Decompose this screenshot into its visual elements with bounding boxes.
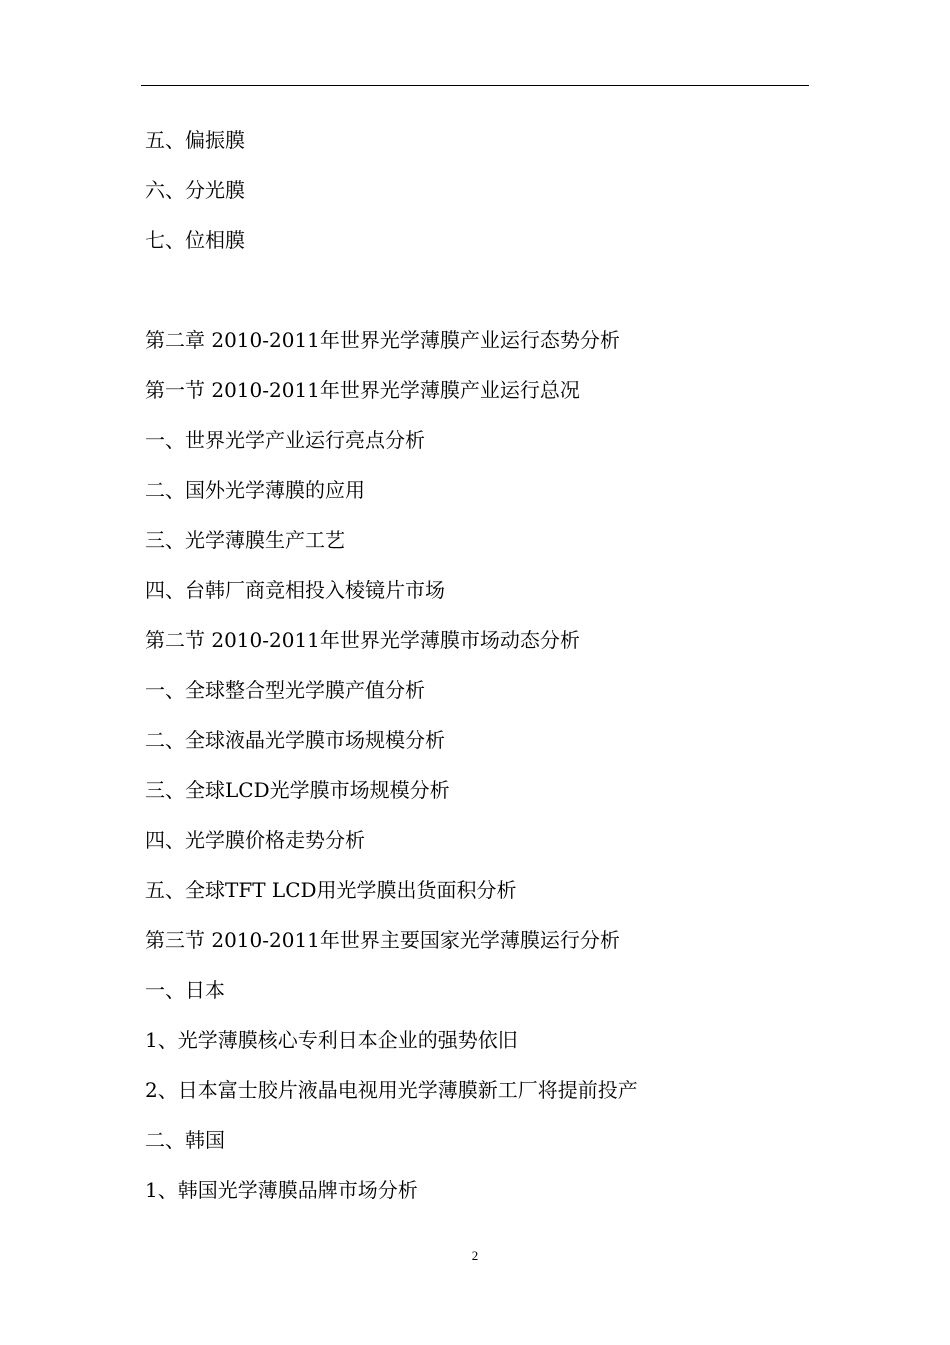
- toc-item: 四、台韩厂商竞相投入棱镜片市场: [145, 578, 445, 602]
- toc-item: 五、全球TFT LCD用光学膜出货面积分析: [145, 878, 517, 902]
- toc-chapter-heading: 第二章 2010-2011年世界光学薄膜产业运行态势分析: [145, 328, 620, 352]
- toc-item: 四、光学膜价格走势分析: [145, 828, 365, 852]
- toc-item: 一、日本: [145, 978, 225, 1002]
- header-rule: [141, 85, 809, 86]
- toc-subitem: 2、日本富士胶片液晶电视用光学薄膜新工厂将提前投产: [145, 1078, 638, 1102]
- toc-item: 二、全球液晶光学膜市场规模分析: [145, 728, 445, 752]
- toc-spacer: [145, 268, 825, 318]
- toc-item: 三、光学薄膜生产工艺: [145, 528, 345, 552]
- toc-item: 二、国外光学薄膜的应用: [145, 478, 365, 502]
- page-number: 2: [471, 1248, 479, 1263]
- toc-subitem: 1、光学薄膜核心专利日本企业的强势依旧: [145, 1028, 518, 1052]
- toc-item: 一、全球整合型光学膜产值分析: [145, 678, 425, 702]
- toc-section-heading: 第三节 2010-2011年世界主要国家光学薄膜运行分析: [145, 928, 620, 952]
- toc-item: 六、分光膜: [145, 178, 245, 202]
- toc-section-heading: 第一节 2010-2011年世界光学薄膜产业运行总况: [145, 378, 580, 402]
- toc-item: 一、世界光学产业运行亮点分析: [145, 428, 425, 452]
- toc-item: 三、全球LCD光学膜市场规模分析: [145, 778, 450, 802]
- table-of-contents: [145, 118, 825, 1218]
- toc-item: 二、韩国: [145, 1128, 225, 1152]
- toc-subitem: 1、韩国光学薄膜品牌市场分析: [145, 1178, 418, 1202]
- toc-item: 五、偏振膜: [145, 128, 245, 152]
- toc-item: 七、位相膜: [145, 228, 245, 252]
- toc-section-heading: 第二节 2010-2011年世界光学薄膜市场动态分析: [145, 628, 580, 652]
